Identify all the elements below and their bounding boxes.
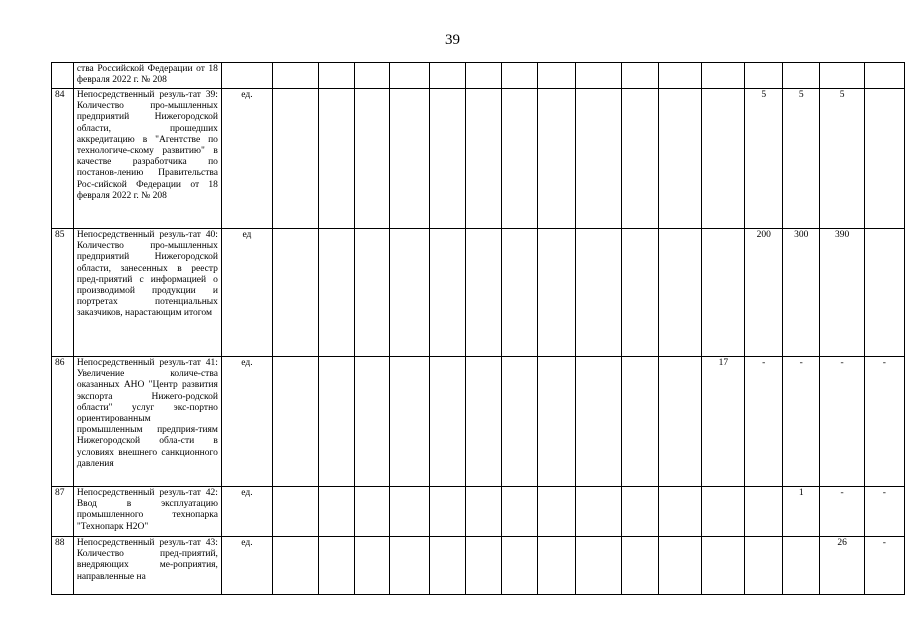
value-cell: 5	[782, 89, 820, 229]
value-cell: -	[864, 487, 904, 537]
table-row	[52, 487, 905, 537]
value-cell	[538, 89, 575, 229]
value-cell	[575, 537, 622, 595]
value-cell	[702, 89, 745, 229]
value-cell	[354, 89, 389, 229]
value-cell	[745, 487, 783, 537]
value-cell: -	[820, 357, 864, 487]
value-cell	[622, 487, 659, 537]
value-cell	[502, 357, 538, 487]
unit-cell: ед.	[221, 487, 272, 537]
value-cell	[502, 537, 538, 595]
description-cell: ства Российской Федерации от 18 февраля 2022 г. № 208	[73, 63, 221, 89]
value-cell	[390, 229, 430, 357]
value-cell: 17	[702, 357, 745, 487]
description-cell: Непосредственный резуль-тат 43: Количество пред-приятий, внедряющих ме-роприятия, направленные на	[73, 537, 221, 595]
value-cell	[745, 63, 783, 89]
value-cell	[466, 487, 502, 537]
value-cell	[502, 63, 538, 89]
value-cell	[502, 89, 538, 229]
value-cell	[575, 229, 622, 357]
row-number-cell: 88	[52, 537, 74, 595]
value-cell	[702, 537, 745, 595]
value-cell	[430, 537, 466, 595]
value-cell	[702, 229, 745, 357]
value-cell	[659, 487, 702, 537]
value-cell	[354, 229, 389, 357]
value-cell: -	[864, 357, 904, 487]
value-cell	[782, 537, 820, 595]
value-cell	[466, 537, 502, 595]
value-cell: -	[820, 487, 864, 537]
value-cell	[318, 229, 354, 357]
unit-cell: ед.	[221, 89, 272, 229]
value-cell: -	[864, 537, 904, 595]
value-cell	[272, 487, 318, 537]
unit-cell: ед.	[221, 537, 272, 595]
value-cell	[390, 63, 430, 89]
value-cell: 200	[745, 229, 783, 357]
value-cell	[466, 357, 502, 487]
value-cell	[354, 537, 389, 595]
value-cell	[466, 229, 502, 357]
value-cell	[390, 537, 430, 595]
value-cell	[430, 63, 466, 89]
row-number-cell	[52, 63, 74, 89]
value-cell	[272, 89, 318, 229]
value-cell	[782, 63, 820, 89]
value-cell	[430, 357, 466, 487]
value-cell	[702, 63, 745, 89]
value-cell	[659, 357, 702, 487]
unit-cell	[221, 63, 272, 89]
value-cell	[318, 357, 354, 487]
value-cell: -	[782, 357, 820, 487]
value-cell	[466, 89, 502, 229]
value-cell	[622, 537, 659, 595]
value-cell	[575, 357, 622, 487]
row-number-cell: 84	[52, 89, 74, 229]
value-cell: 1	[782, 487, 820, 537]
value-cell	[390, 357, 430, 487]
value-cell	[659, 537, 702, 595]
value-cell	[659, 229, 702, 357]
value-cell: 5	[820, 89, 864, 229]
value-cell	[318, 89, 354, 229]
value-cell	[538, 357, 575, 487]
value-cell	[272, 537, 318, 595]
value-cell	[354, 487, 389, 537]
value-cell	[272, 63, 318, 89]
value-cell	[318, 487, 354, 537]
table-row	[52, 89, 905, 229]
row-number-cell: 86	[52, 357, 74, 487]
value-cell	[430, 89, 466, 229]
value-cell	[354, 63, 389, 89]
value-cell	[390, 487, 430, 537]
value-cell: 390	[820, 229, 864, 357]
row-number-cell: 85	[52, 229, 74, 357]
value-cell	[502, 487, 538, 537]
table-row	[52, 63, 905, 89]
value-cell	[390, 89, 430, 229]
value-cell	[538, 487, 575, 537]
value-cell	[864, 63, 904, 89]
description-cell: Непосредственный резуль-тат 39: Количество про-мышленных предприятий Нижегородской области, прошедших аккредитацию в "Агентстве по технологиче-скому развитию" в качестве разработчика по постанов-лению Правительства Рос-сийской Федерации от 18 февраля 2022 г. № 208	[73, 89, 221, 229]
value-cell	[622, 63, 659, 89]
value-cell	[745, 537, 783, 595]
value-cell	[864, 89, 904, 229]
value-cell	[272, 229, 318, 357]
value-cell	[622, 89, 659, 229]
unit-cell: ед.	[221, 357, 272, 487]
description-cell: Непосредственный резуль-тат 41: Увеличение количе-ства оказанных АНО "Центр развития экспорта Нижего-родской области" услуг экс-портно ориентированным промышленным предприя-тиям Нижегородской обла-сти в условиях внешнего санкционного давления	[73, 357, 221, 487]
table-row	[52, 357, 905, 487]
value-cell	[272, 357, 318, 487]
value-cell	[466, 63, 502, 89]
indicator-table	[51, 62, 905, 595]
table-row	[52, 537, 905, 595]
value-cell	[575, 487, 622, 537]
value-cell	[430, 487, 466, 537]
value-cell	[575, 63, 622, 89]
value-cell	[502, 229, 538, 357]
table-row	[52, 229, 905, 357]
value-cell: 5	[745, 89, 783, 229]
value-cell	[659, 63, 702, 89]
value-cell	[318, 537, 354, 595]
value-cell	[820, 63, 864, 89]
description-cell: Непосредственный резуль-тат 40: Количество про-мышленных предприятий Нижегородской области, занесенных в реестр пред-приятий с информацией о производимой продукции и портретах потенциальных заказчиков, нарастающим итогом	[73, 229, 221, 357]
value-cell: -	[745, 357, 783, 487]
value-cell	[659, 89, 702, 229]
value-cell: 300	[782, 229, 820, 357]
value-cell	[538, 537, 575, 595]
page-number: 39	[445, 32, 460, 48]
value-cell	[538, 229, 575, 357]
value-cell	[622, 229, 659, 357]
value-cell	[318, 63, 354, 89]
value-cell	[622, 357, 659, 487]
value-cell	[430, 229, 466, 357]
value-cell	[575, 89, 622, 229]
value-cell	[538, 63, 575, 89]
row-number-cell: 87	[52, 487, 74, 537]
value-cell	[702, 487, 745, 537]
unit-cell: ед	[221, 229, 272, 357]
value-cell	[864, 229, 904, 357]
value-cell	[354, 357, 389, 487]
description-cell: Непосредственный резуль-тат 42: Ввод в эксплуатацию промышленного технопарка "Технопарк H2O"	[73, 487, 221, 537]
value-cell: 26	[820, 537, 864, 595]
